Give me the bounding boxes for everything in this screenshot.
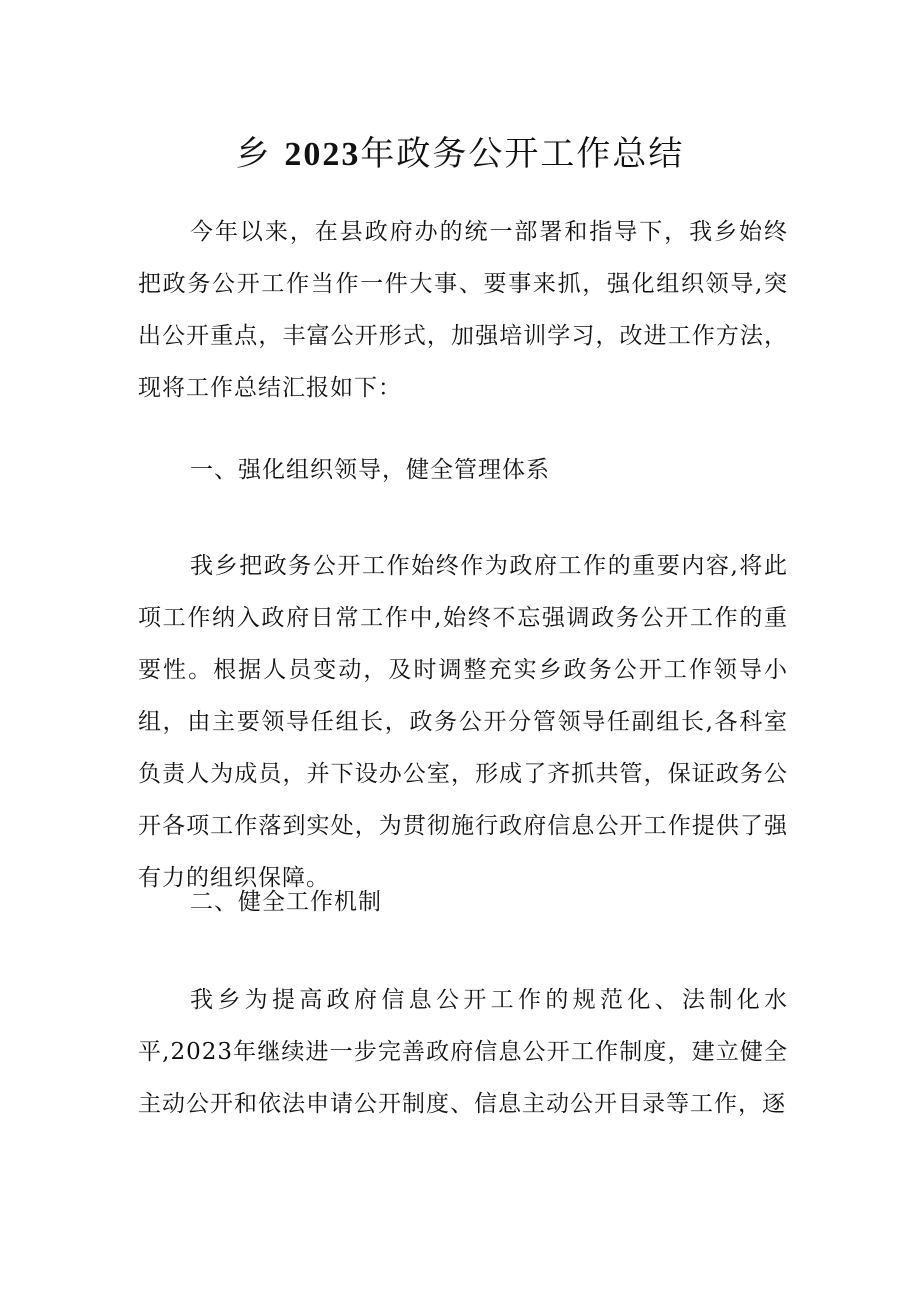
section-2-paragraph: 我乡为提高政府信息公开工作的规范化、法制化水平,2023年继续进一步完善政府信息公开工作制度，建立健全主动公开和依法申请公开制度、信息主动公开目录等工作，逐 <box>138 987 788 1117</box>
section-1-paragraph: 我乡把政务公开工作始终作为政府工作的重要内容,将此项工作纳入政府日常工作中,始终不忘强调政务公开工作的重要性。根据人员变动，及时调整充实乡政务公开工作领导小组，由主要领导任组长，政务公开分管领导任副组长,各科室负责人为成员，并下设办公室，形成了齐抓共管，保证政务公开各项工作落到实处，为贯彻施行政府信息公开工作提供了强有力的组织保障。 <box>138 553 788 891</box>
title-suffix: 年政务公开工作总结 <box>360 134 685 174</box>
section-2-heading: 二、健全工作机制 <box>190 889 382 915</box>
intro-paragraph: 今年以来，在县政府办的统一部署和指导下，我乡始终把政务公开工作当作一件大事、要事来抓，强化组织领导,突出公开重点，丰富公开形式，加强培训学习，改进工作方法，现将工作总结汇报如下： <box>138 219 788 401</box>
title-year: 2023 <box>284 136 361 173</box>
section-1-heading: 一、强化组织领导，健全管理体系 <box>190 457 550 483</box>
title-prefix: 乡 <box>235 134 272 174</box>
document-title <box>0 128 920 181</box>
